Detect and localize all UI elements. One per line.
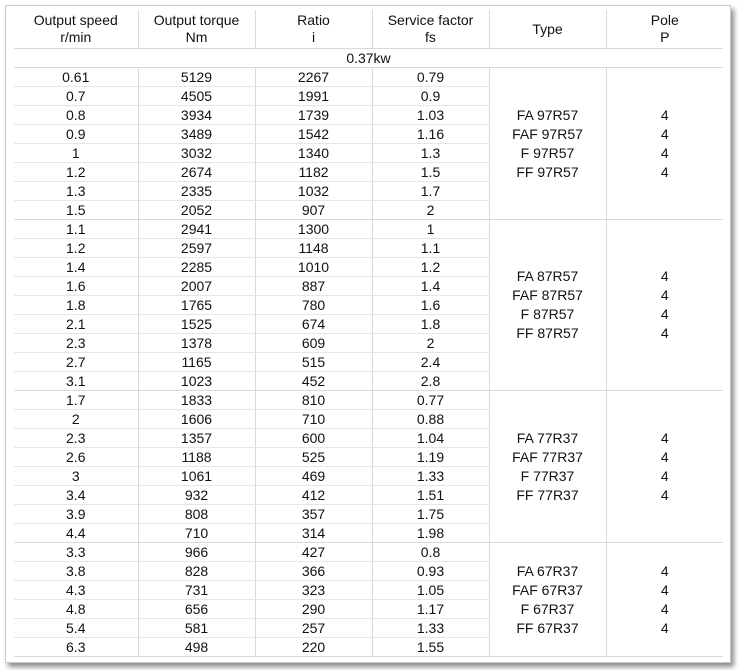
output-torque-cell: 710 <box>138 524 255 543</box>
service-factor-cell: 1.4 <box>372 277 489 296</box>
ratio-cell: 1010 <box>255 258 372 277</box>
ratio-cell: 290 <box>255 600 372 619</box>
service-factor-cell: 1.19 <box>372 448 489 467</box>
ratio-cell: 2267 <box>255 68 372 87</box>
ratio-cell: 412 <box>255 486 372 505</box>
output-torque-cell: 3934 <box>138 106 255 125</box>
output-torque-cell: 1833 <box>138 391 255 410</box>
output-speed-cell: 5.4 <box>14 619 138 638</box>
output-torque-cell: 828 <box>138 562 255 581</box>
header-output-torque-unit: Nm <box>185 29 208 45</box>
type-label: F 77R37 <box>520 467 575 484</box>
service-factor-cell: 2.8 <box>372 372 489 391</box>
output-speed-cell: 1.5 <box>14 201 138 220</box>
pole-value: 4 <box>660 268 669 284</box>
service-factor-cell: 0.9 <box>372 87 489 106</box>
ratio-cell: 1182 <box>255 163 372 182</box>
ratio-cell: 427 <box>255 543 372 562</box>
table-row <box>14 543 723 562</box>
output-speed-cell: 1.2 <box>14 239 138 258</box>
output-torque-cell: 4505 <box>138 87 255 106</box>
ratio-cell: 452 <box>255 372 372 391</box>
ratio-cell: 674 <box>255 315 372 334</box>
pole-value: 4 <box>660 600 669 617</box>
ratio-cell: 1300 <box>255 220 372 239</box>
ratio-cell: 366 <box>255 562 372 581</box>
output-speed-cell: 3.9 <box>14 505 138 524</box>
power-row <box>14 49 723 68</box>
output-speed-cell: 2.7 <box>14 353 138 372</box>
output-torque-cell: 498 <box>138 638 255 657</box>
type-label: FF 87R57 <box>516 325 579 341</box>
ratio-cell: 1340 <box>255 144 372 163</box>
ratio-cell: 257 <box>255 619 372 638</box>
type-label: FA 87R57 <box>516 268 579 284</box>
output-torque-cell: 2674 <box>138 163 255 182</box>
pole-value: 4 <box>660 144 669 161</box>
output-speed-cell: 4.4 <box>14 524 138 543</box>
pole-value: 4 <box>660 619 669 636</box>
output-speed-cell: 0.9 <box>14 125 138 144</box>
output-speed-cell: 0.7 <box>14 87 138 106</box>
output-speed-cell: 1 <box>14 144 138 163</box>
output-speed-cell: 1.2 <box>14 163 138 182</box>
pole-value: 4 <box>660 125 669 142</box>
service-factor-cell: 1.04 <box>372 429 489 448</box>
output-torque-cell: 1165 <box>138 353 255 372</box>
output-speed-cell: 1.8 <box>14 296 138 315</box>
pole-value: 4 <box>660 581 669 598</box>
ratio-cell: 780 <box>255 296 372 315</box>
type-label: F 97R57 <box>520 144 575 161</box>
type-label: FAF 87R57 <box>512 287 583 303</box>
type-label: FA 77R37 <box>516 429 579 446</box>
output-torque-cell: 5129 <box>138 68 255 87</box>
type-label: FF 97R57 <box>516 163 579 180</box>
type-cell <box>489 391 606 543</box>
type-label: F 67R37 <box>520 600 575 617</box>
output-torque-cell: 1606 <box>138 410 255 429</box>
header-row <box>14 10 723 49</box>
header-output-torque <box>138 10 255 49</box>
header-pole-unit: P <box>660 29 670 45</box>
output-speed-cell: 2.6 <box>14 448 138 467</box>
ratio-cell: 710 <box>255 410 372 429</box>
ratio-cell: 469 <box>255 467 372 486</box>
output-speed-cell: 2.3 <box>14 429 138 448</box>
service-factor-cell: 1.17 <box>372 600 489 619</box>
service-factor-cell: 1.2 <box>372 258 489 277</box>
type-cell <box>489 220 606 391</box>
output-speed-cell: 4.8 <box>14 600 138 619</box>
ratio-cell: 1148 <box>255 239 372 258</box>
service-factor-cell: 1.98 <box>372 524 489 543</box>
output-speed-cell: 3.8 <box>14 562 138 581</box>
header-ratio-unit: i <box>311 29 316 45</box>
header-pole <box>606 10 723 49</box>
service-factor-cell: 1.3 <box>372 144 489 163</box>
pole-cell <box>606 391 723 543</box>
service-factor-cell: 1.8 <box>372 315 489 334</box>
output-torque-cell: 1378 <box>138 334 255 353</box>
type-label: FA 97R57 <box>516 106 579 123</box>
ratio-cell: 357 <box>255 505 372 524</box>
ratio-cell: 323 <box>255 581 372 600</box>
output-torque-cell: 932 <box>138 486 255 505</box>
pole-cell <box>606 543 723 657</box>
output-speed-cell: 0.8 <box>14 106 138 125</box>
power-rating: 0.37kw <box>14 49 723 68</box>
output-speed-cell: 3 <box>14 467 138 486</box>
service-factor-cell: 0.88 <box>372 410 489 429</box>
ratio-cell: 1542 <box>255 125 372 144</box>
service-factor-cell: 1.05 <box>372 581 489 600</box>
output-torque-cell: 2007 <box>138 277 255 296</box>
output-torque-cell: 656 <box>138 600 255 619</box>
type-label: FF 77R37 <box>516 486 579 503</box>
output-torque-cell: 3489 <box>138 125 255 144</box>
table-row <box>14 391 723 410</box>
service-factor-cell: 1.33 <box>372 619 489 638</box>
ratio-cell: 810 <box>255 391 372 410</box>
pole-value: 4 <box>660 467 669 484</box>
header-type <box>489 10 606 49</box>
header-pole-label: Pole <box>650 12 679 28</box>
output-speed-cell: 1.3 <box>14 182 138 201</box>
output-speed-cell: 4.3 <box>14 581 138 600</box>
pole-value: 4 <box>660 163 669 180</box>
output-torque-cell: 1023 <box>138 372 255 391</box>
output-torque-cell: 808 <box>138 505 255 524</box>
service-factor-cell: 0.93 <box>372 562 489 581</box>
service-factor-cell: 2 <box>372 201 489 220</box>
ratio-cell: 887 <box>255 277 372 296</box>
pole-value: 4 <box>660 486 669 503</box>
pole-value: 4 <box>660 325 669 341</box>
output-speed-cell: 6.3 <box>14 638 138 657</box>
header-service-factor-label: Service factor <box>387 12 474 28</box>
service-factor-cell: 1.51 <box>372 486 489 505</box>
output-speed-cell: 0.61 <box>14 68 138 87</box>
output-torque-cell: 966 <box>138 543 255 562</box>
service-factor-cell: 2 <box>372 334 489 353</box>
service-factor-cell: 1 <box>372 220 489 239</box>
ratio-cell: 1991 <box>255 87 372 106</box>
pole-cell <box>606 68 723 220</box>
pole-value: 4 <box>660 106 669 123</box>
output-torque-cell: 2052 <box>138 201 255 220</box>
pole-value: 4 <box>660 287 669 303</box>
output-speed-cell: 3.1 <box>14 372 138 391</box>
output-torque-cell: 731 <box>138 581 255 600</box>
type-label: FAF 97R57 <box>512 125 583 142</box>
output-speed-cell: 1.7 <box>14 391 138 410</box>
type-label: FA 67R37 <box>516 562 579 579</box>
output-speed-cell: 1.4 <box>14 258 138 277</box>
service-factor-cell: 1.6 <box>372 296 489 315</box>
ratio-cell: 525 <box>255 448 372 467</box>
header-service-factor <box>372 10 489 49</box>
output-speed-cell: 1.1 <box>14 220 138 239</box>
header-output-speed <box>14 10 138 49</box>
output-torque-cell: 581 <box>138 619 255 638</box>
ratio-cell: 600 <box>255 429 372 448</box>
header-type-label: Type <box>532 20 563 37</box>
ratio-cell: 220 <box>255 638 372 657</box>
output-torque-cell: 1188 <box>138 448 255 467</box>
output-torque-cell: 2285 <box>138 258 255 277</box>
service-factor-cell: 1.7 <box>372 182 489 201</box>
type-cell <box>489 543 606 657</box>
service-factor-cell: 2.4 <box>372 353 489 372</box>
service-factor-cell: 1.1 <box>372 239 489 258</box>
service-factor-cell: 0.77 <box>372 391 489 410</box>
output-speed-cell: 2.3 <box>14 334 138 353</box>
pole-value: 4 <box>660 562 669 579</box>
type-label: FAF 67R37 <box>512 581 583 598</box>
ratio-cell: 314 <box>255 524 372 543</box>
ratio-cell: 609 <box>255 334 372 353</box>
type-cell <box>489 68 606 220</box>
output-speed-cell: 3.3 <box>14 543 138 562</box>
output-torque-cell: 1765 <box>138 296 255 315</box>
pole-value: 4 <box>660 429 669 446</box>
type-label: FF 67R37 <box>516 619 579 636</box>
output-torque-cell: 2335 <box>138 182 255 201</box>
header-output-speed-unit: r/min <box>60 29 92 45</box>
service-factor-cell: 1.16 <box>372 125 489 144</box>
ratio-cell: 515 <box>255 353 372 372</box>
output-torque-cell: 2941 <box>138 220 255 239</box>
output-torque-cell: 2597 <box>138 239 255 258</box>
service-factor-cell: 1.03 <box>372 106 489 125</box>
output-torque-cell: 1061 <box>138 467 255 486</box>
service-factor-cell: 0.8 <box>372 543 489 562</box>
ratio-cell: 907 <box>255 201 372 220</box>
type-label: F 87R57 <box>520 306 575 322</box>
service-factor-cell: 1.5 <box>372 163 489 182</box>
table-row <box>14 68 723 87</box>
header-output-torque-label: Output torque <box>153 12 240 28</box>
output-torque-cell: 1525 <box>138 315 255 334</box>
service-factor-cell: 1.75 <box>372 505 489 524</box>
pole-value: 4 <box>660 306 669 322</box>
output-torque-cell: 1357 <box>138 429 255 448</box>
output-speed-cell: 3.4 <box>14 486 138 505</box>
pole-value: 4 <box>660 448 669 465</box>
header-ratio <box>255 10 372 49</box>
header-service-factor-unit: fs <box>425 29 436 45</box>
output-speed-cell: 2.1 <box>14 315 138 334</box>
service-factor-cell: 1.33 <box>372 467 489 486</box>
reducer-spec-table <box>14 10 723 657</box>
table-body <box>14 10 723 657</box>
type-label: FAF 77R37 <box>512 448 583 465</box>
pole-cell <box>606 220 723 391</box>
output-speed-cell: 1.6 <box>14 277 138 296</box>
service-factor-cell: 1.55 <box>372 638 489 657</box>
header-ratio-label: Ratio <box>297 12 330 28</box>
output-speed-cell: 2 <box>14 410 138 429</box>
header-output-speed-label: Output speed <box>33 12 118 28</box>
ratio-cell: 1739 <box>255 106 372 125</box>
output-torque-cell: 3032 <box>138 144 255 163</box>
service-factor-cell: 0.79 <box>372 68 489 87</box>
ratio-cell: 1032 <box>255 182 372 201</box>
table-row <box>14 220 723 239</box>
